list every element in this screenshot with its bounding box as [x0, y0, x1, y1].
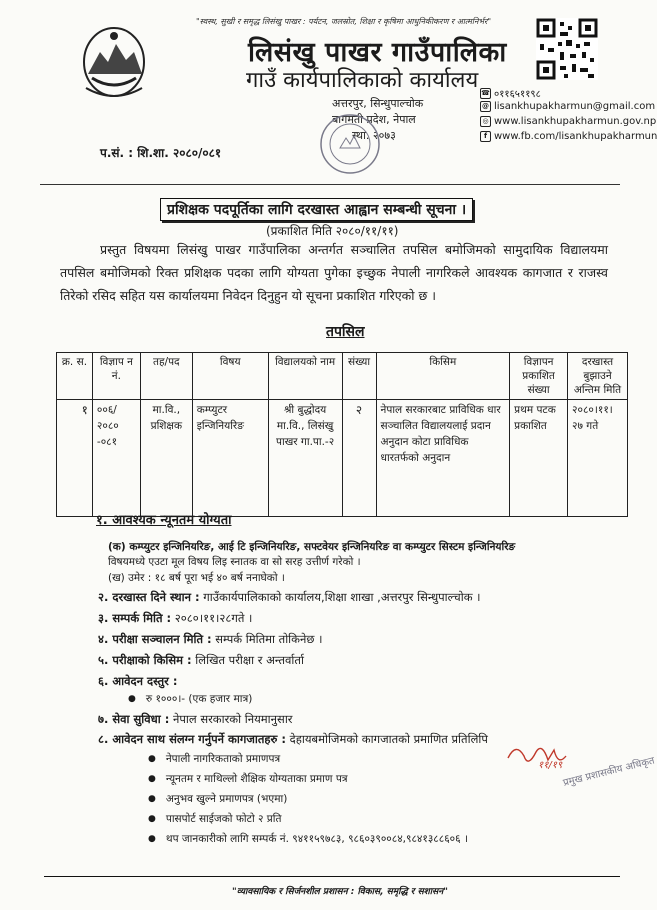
facebook-icon: f	[480, 131, 491, 142]
qualification-a: (क) कम्प्युटर इन्जिनियरिङ, आई टि इन्जिनियरिङ, सफ्टवेयर इन्जिनियरिङ वा कम्प्युटर सिस्टम इन्जिनियरिङ	[108, 541, 516, 553]
col-header-type: किसिम	[376, 353, 510, 400]
vacancy-table	[56, 352, 628, 517]
section-5-label: ५. परीक्षाको किसिम :	[98, 653, 192, 667]
notice-body	[60, 238, 608, 307]
section-8-value: देहायबमोजिमको कागजातको प्रमाणित प्रतिलिपि	[286, 732, 488, 746]
section-7-label: ७. सेवा सुविधा :	[98, 712, 170, 726]
section-3-value: २०८०।११।२८गते ।	[171, 611, 253, 625]
section-2-label: २. दरखास्त दिने स्थान :	[98, 590, 200, 604]
col-header-school: विद्यालयको नाम	[268, 353, 342, 400]
table-row	[57, 400, 628, 517]
footer-motto: "व्यावसायिक र सिर्जनशील प्रशासन : विकास, समृद्धि र सशासन"	[232, 887, 448, 897]
table-header-row	[57, 353, 628, 400]
address-line-2: बागमती प्रदेश, नेपाल	[332, 113, 416, 126]
col-header-count: संख्या	[342, 353, 376, 400]
col-header-publish-count: विज्ञापन प्रकाशित संख्या	[510, 353, 568, 400]
globe-icon: ◎	[480, 116, 491, 127]
notice-heading: प्रशिक्षक पदपूर्तिका लागि दरखास्त आह्वान सम्बन्धी सूचना ।	[160, 198, 473, 221]
footer-divider	[44, 876, 620, 877]
stamp-text: प्रमुख प्रशासकीय अधिकृत	[562, 755, 656, 789]
cell-level: मा.वि., प्रशिक्षक	[140, 400, 192, 517]
phone-icon: ☎	[481, 88, 490, 97]
document-item: ● थप जानकारीको लागि सम्पर्क नं. ९४११५९७८३, ९८६०३९००८४,९८४१३८८६०६ ।	[148, 832, 468, 846]
section-2	[98, 590, 481, 605]
contact-website	[480, 116, 656, 127]
section-5	[98, 653, 304, 668]
section-7	[98, 712, 293, 727]
cell-subject: कम्प्युटर इन्जिनियरिङ	[192, 400, 268, 517]
website-link[interactable]: www.lisankhupakharmun.gov.np	[494, 116, 657, 127]
cell-type: नेपाल सरकारबाट प्राविधिक धार सञ्चालित विद्यालयलाई प्रदान अनुदान कोटा प्राविधिक धारतर्फको अनुदान	[376, 400, 510, 517]
phone-number: ०११६५११९८	[494, 89, 541, 100]
section-4-value: सम्पर्क मितिमा तोकिनेछ ।	[211, 632, 323, 646]
signature-stamp	[502, 738, 656, 796]
contact-email	[480, 101, 655, 112]
office-subtitle: गाउँ कार्यपालिकाको कार्यालय	[246, 68, 479, 93]
published-date: (प्रकाशित मिति २०८०/११/११)	[266, 224, 399, 238]
qualification-a-cont: विषयमध्ये एउटा मूल विषय लिइ स्नातक वा सो सरह उत्तीर्ण गरेको ।	[108, 556, 361, 568]
document-item: ● अनुभव खुल्ने प्रमाणपत्र (भएमा)	[148, 792, 287, 806]
col-header-deadline: दरखास्त बुझाउने अन्तिम मिति	[568, 353, 628, 400]
document-item: ● नेपाली नागरिकताको प्रमाणपत्र	[148, 752, 280, 766]
municipality-title: लिसंखु पाखर गाउँपालिका	[248, 37, 507, 68]
section-6	[98, 674, 177, 689]
section-8-label: ८. आवेदन साथ संलग्न गर्नुपर्ने कागजातहरु :	[98, 732, 286, 746]
col-header-subject: विषय	[192, 353, 268, 400]
cell-deadline: २०८०।११।२७ गते	[568, 400, 628, 517]
header-divider	[40, 184, 620, 185]
document-item: ● पासपोर्ट साईजको फोटो २ प्रति	[148, 812, 281, 826]
section-7-value: नेपाल सरकारको नियमानुसार	[169, 712, 293, 726]
qualification-b-age: (ख) उमेर : १८ बर्ष पूरा भई ४० बर्ष ननाघेको ।	[108, 572, 285, 584]
cell-advt-no: ००६/ २०८० -०८१	[92, 400, 140, 517]
col-header-level: तह/पद	[140, 353, 192, 400]
contact-facebook	[480, 131, 657, 142]
contact-phone	[480, 86, 541, 100]
section-6-label: ६. आवेदन दस्तुर :	[98, 674, 178, 688]
cell-publish-count: प्रथम पटक प्रकाशित	[510, 400, 568, 517]
address-line-1: अत्तरपुर, सिन्धुपाल्चोक	[332, 97, 424, 110]
schedule-title: तपसिल	[326, 324, 365, 340]
col-header-advt-no: विज्ञाप न नं.	[92, 353, 140, 400]
header-motto: "स्वस्थ, सुखी र समृद्ध लिसंखु पाखर : पर्यटन, जलस्रोत, शिक्षा र कृषिमा आधुनिकीकरण र आत्मनिर्भर"	[196, 17, 492, 26]
section-8	[98, 732, 488, 747]
fee-amount: ● रु १०००।- (एक हजार मात्र)	[128, 692, 252, 706]
established-year: स्था. २०७३	[352, 129, 396, 142]
section-2-value: गाउँकार्यपालिकाको कार्यालय,शिक्षा शाखा ,अत्तरपुर सिन्धुपाल्चोक ।	[199, 590, 481, 604]
document-item: ● न्यूनतम र माथिल्लो शैक्षिक योग्यताका प्रमाण पत्र	[148, 772, 348, 786]
qr-code-icon	[536, 18, 598, 80]
cell-school: श्री बुद्धोदय मा.वि., लिसंखु पाखर गा.पा.-२	[268, 400, 342, 517]
email-address[interactable]: lisankhupakharmun@gmail.com	[494, 101, 656, 112]
cell-serial: १	[57, 400, 93, 517]
email-icon: @	[482, 102, 489, 110]
reference-number: प.सं. : शि.शा. २०८०/०८१	[100, 146, 222, 160]
government-emblem-icon	[78, 22, 150, 100]
section-3	[98, 611, 252, 626]
office-stamp-icon	[318, 112, 382, 176]
section-4	[98, 632, 322, 647]
section-3-label: ३. सम्पर्क मिति :	[98, 611, 172, 625]
col-header-serial: क्र. स.	[57, 353, 93, 400]
section-4-label: ४. परीक्षा सञ्चालन मिति :	[98, 632, 212, 646]
facebook-link[interactable]: www.fb.com/lisankhupakharmun	[494, 131, 657, 142]
section-5-value: लिखित परीक्षा र अन्तर्वार्ता	[191, 653, 304, 667]
notice-body-text: प्रस्तुत विषयमा लिसंखु पाखर गाउँपालिका अन्तर्गत सञ्चालित तपसिल बमोजिमको सामुदायिक विद्यालयमा तपसिल बमोजिमको रिक्त प्रशिक्षक पदका लागि योग्यता पुगेका इच्छुक नेपाली नागरिकले आवश्यक कागजात र राजस्व तिरेको रसिद सहित यस कार्यालयमा निवेदन दिनुहुन यो सूचना प्रकाशित गरिएको छ ।	[60, 242, 608, 303]
section-1-title: १. आवश्यक न्यूनतम योग्यता	[96, 513, 232, 528]
cell-count: २	[342, 400, 376, 517]
signature-mark: ११/१९	[538, 760, 563, 771]
